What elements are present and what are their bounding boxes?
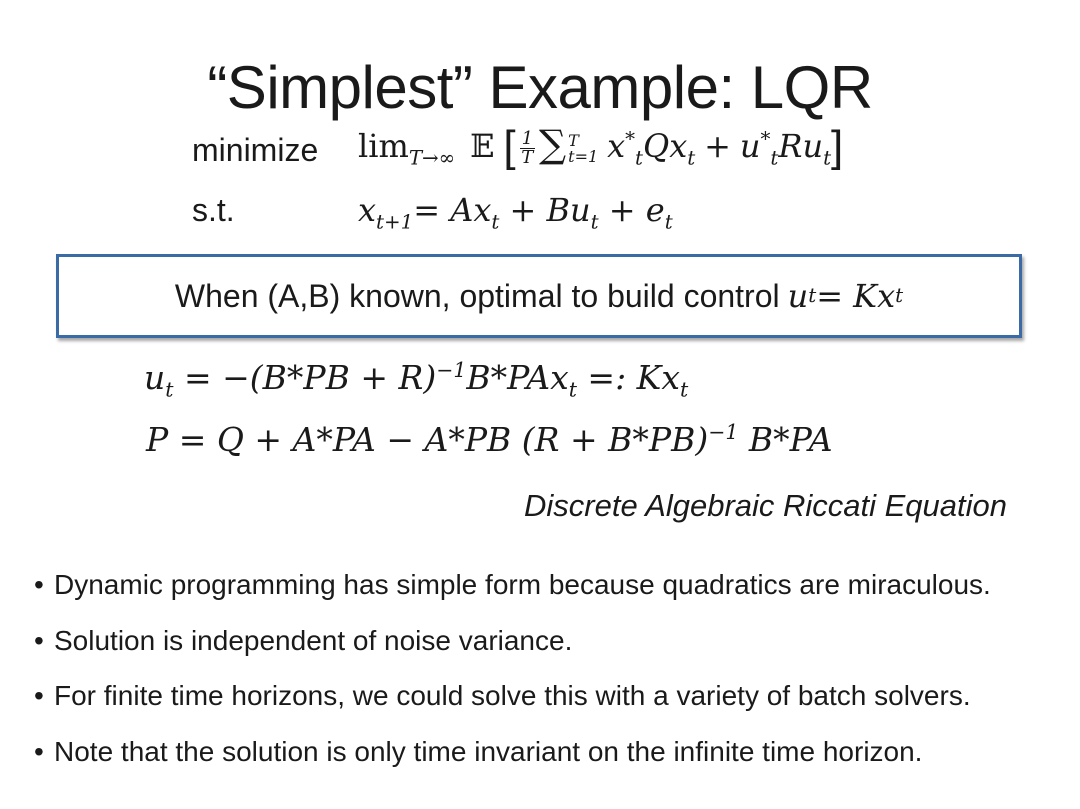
dare-caption: Discrete Algebraic Riccati Equation (524, 488, 1008, 523)
ut-inverse: −1 (436, 358, 467, 382)
fraction-denominator: T (521, 147, 534, 169)
p-inverse: −1 (708, 420, 739, 444)
objective-formula (358, 124, 843, 180)
highlight-statement: When (A,B) known, optimal to build control u t = Kx t (174, 277, 904, 315)
right-bracket: ] (831, 122, 844, 171)
minimize-label: minimize (192, 132, 319, 168)
ut-body: = −(B*PB + R) (173, 358, 437, 397)
sum-operator: ∑ (539, 122, 567, 166)
st-label: s.t. (192, 192, 235, 228)
highlight-eq: = Kx (816, 277, 896, 315)
term2-sub2: t (823, 146, 832, 170)
term1-sub2: t (687, 146, 696, 170)
ut-end-sub: t (679, 377, 689, 402)
bullet-dot: • (34, 680, 44, 711)
bullet-dot: • (34, 624, 44, 656)
bullet-text: Note that the solution is only time invariant on the infinite time horizon. (54, 735, 923, 767)
bullet-item (34, 668, 991, 724)
term1-x: x (607, 127, 626, 165)
term2-u: u (739, 127, 761, 165)
left-bracket: [ (503, 122, 516, 171)
constraint-rhs-a: = Ax (413, 191, 492, 229)
riccati-equation (146, 420, 833, 460)
sum-limits (568, 130, 599, 166)
ut-tail: B*PAx (466, 358, 569, 397)
slide-title: “Simplest” Example: LQR (207, 54, 873, 121)
p-body: P = Q + A*PA − A*PB (R + B*PB) (146, 420, 709, 459)
term1-sub: t (635, 146, 644, 170)
constraint-formula (358, 190, 673, 234)
fraction (520, 130, 535, 167)
lim-subscript: T→∞ (408, 146, 456, 170)
plus-sign: + (704, 127, 731, 165)
constraint-rhs-b: + Bu (499, 191, 591, 229)
bullet-dot: • (34, 569, 44, 600)
constraint-sub1: t (491, 210, 500, 234)
bullet-text: Dynamic programming has simple form because quadratics are miraculous. (54, 569, 991, 600)
sum-upper-limit: T (568, 130, 579, 150)
bullet-item (34, 724, 991, 780)
bullet-text: Solution is independent of noise variance. (54, 624, 573, 656)
term2-ru: Ru (778, 127, 824, 165)
term2-sub: t (770, 146, 779, 170)
highlight-u: u (787, 277, 809, 315)
bullet-dot: • (34, 735, 44, 767)
ut-end: =: Kx (576, 358, 680, 397)
constraint-sub2: t (590, 210, 599, 234)
bullet-text: For finite time horizons, we could solve this with a variety of batch solvers. (54, 680, 971, 711)
constraint-x-sub: t+1 (376, 210, 414, 234)
ut-u-sub: t (165, 377, 174, 402)
term1-conj: * (625, 127, 636, 151)
term1-qx: Qx (643, 127, 688, 165)
bullet-list (34, 557, 991, 779)
expectation-operator: 𝔼 (470, 127, 495, 165)
constraint-x: x (358, 191, 377, 229)
p-tail: B*PA (738, 420, 833, 459)
highlight-text: When (A,B) known, optimal to build control (174, 277, 780, 314)
bullet-item (34, 557, 991, 613)
term2-conj: * (760, 127, 771, 151)
sum-lower-limit: t=1 (568, 146, 599, 166)
fraction-numerator: 1 (521, 128, 534, 150)
constraint-sub3: t (664, 210, 673, 234)
constraint-rhs-e: + e (598, 191, 665, 229)
bullet-item (34, 613, 991, 669)
ut-u: u (144, 358, 166, 397)
highlight-box (56, 254, 1022, 338)
lim-operator: lim (358, 127, 409, 165)
ut-tail-sub: t (568, 377, 577, 402)
control-law-equation (144, 358, 689, 402)
